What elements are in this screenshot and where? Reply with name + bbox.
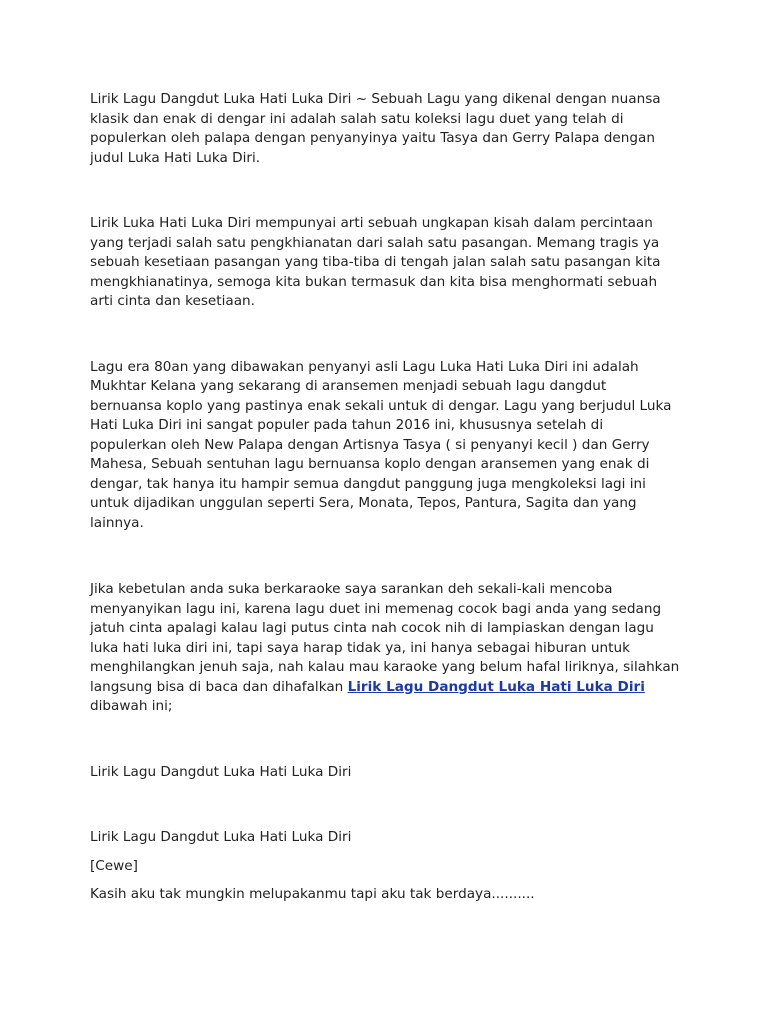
singer-tag: [Cewe] [90,857,138,874]
lyric-line: Kasih aku tak mungkin melupakanmu tapi aku tak berdaya.......... [90,886,535,902]
lyrics-heading-1: Lirik Lagu Dangdut Luka Hati Luka Diri [90,763,352,780]
meaning-paragraph: Lirik Luka Hati Luka Diri mempunyai arti sebuah ungkapan kisah dalam percintaan yang terjadi salah satu pengkhianatan dari salah satu pasangan. Memang tragis ya sebuah kesetiaan pasangan yang tiba-tiba di tengah jalan salah satu pasangan kita mengkhianatinya, semoga kita bukan termasuk dan kita bisa menghormati sebuah arti cinta dan kesetiaan. [90,215,661,309]
document-page [90,90,680,905]
karaoke-text: Jika kebetulan anda suka berkaraoke saya sarankan deh sekali-kali mencoba menyanyikan lagu ini, karena lagu duet ini memenag cocok bagi anda yang sedang jatuh cinta apalagi kalau lagi putus cinta nah cocok nih di lampiaskan dengan lagu luka hati luka diri ini, tapi saya harap tidak ya, ini hanya sebagai hiburan untuk menghilangkan jenuh saja, nah kalau mau karaoke yang belum hafal liriknya, silahkan langsung bisa di baca dan dihafalkan [90,581,680,695]
lyrics-heading-2: Lirik Lagu Dangdut Luka Hati Luka Diri [90,829,352,845]
intro-paragraph: Lirik Lagu Dangdut Luka Hati Luka Diri ~ Sebuah Lagu yang dikenal dengan nuansa klasik dan enak di dengar ini adalah salah satu koleksi lagu duet yang telah di populerkan oleh palapa dengan penyanyinya yaitu Tasya dan Gerry Palapa dengan judul Luka Hati Luka Diri. [90,91,661,166]
lyrics-link[interactable]: Lirik Lagu Dangdut Luka Hati Luka Diri [347,678,645,695]
karaoke-text-end: dibawah ini; [90,698,173,714]
karaoke-paragraph [90,580,680,717]
history-paragraph: Lagu era 80an yang dibawakan penyanyi asli Lagu Luka Hati Luka Diri ini adalah Mukhtar Kelana yang sekarang di aransemen menjadi sebuah lagu dangdut bernuansa koplo yang pastinya enak sekali untuk di dengar. Lagu yang berjudul Luka Hati Luka Diri ini sangat populer pada tahun 2016 ini, khususnya setelah di populerkan oleh New Palapa dengan Artisnya Tasya ( si penyanyi kecil ) dan Gerry Mahesa, Sebuah sentuhan lagu bernuansa koplo dengan aransemen yang enak di dengar, tak hanya itu hampir semua dangdut panggung juga mengkoleksi lagi ini untuk dijadikan unggulan seperti Sera, Monata, Tepos, Pantura, Sagita dan yang lainnya. [90,358,672,531]
